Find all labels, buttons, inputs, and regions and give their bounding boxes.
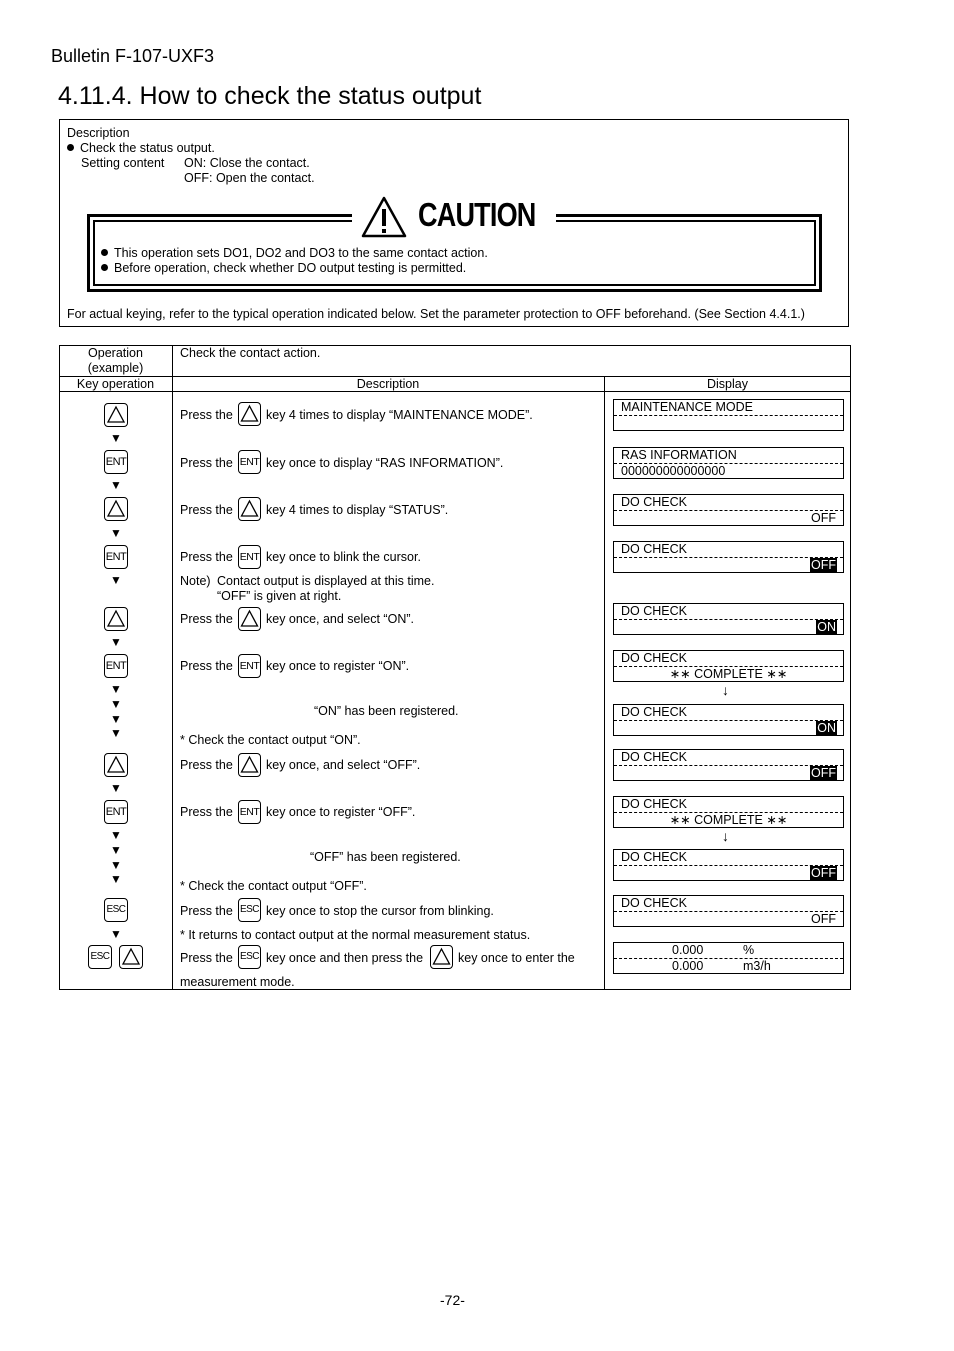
lcd-display xyxy=(613,541,844,573)
step-press-label: Press the xyxy=(180,503,233,517)
lcd-line-2: OFF xyxy=(811,511,836,525)
lcd-display xyxy=(613,650,844,682)
lcd-unit: m3/h xyxy=(743,959,771,973)
setting-on: ON: Close the contact. xyxy=(184,156,310,170)
step-text: key once to blink the cursor. xyxy=(266,550,421,564)
lcd-cursor-value: OFF xyxy=(811,866,836,880)
note-line-2: “OFF” is given at right. xyxy=(217,589,342,603)
triangle-up-icon xyxy=(120,946,142,968)
col-display: Display xyxy=(707,377,748,391)
caution-text: Before operation, check whether DO output testing is permitted. xyxy=(114,261,467,275)
lcd-line-1: DO CHECK xyxy=(621,705,687,719)
flow-arrow: ▼ xyxy=(110,828,122,842)
op-header-1: Operation xyxy=(88,346,143,360)
lcd-line-2: ∗∗ COMPLETE ∗∗ xyxy=(669,667,788,681)
step-press-label: Press the xyxy=(180,456,233,470)
inline-up-key xyxy=(238,497,261,521)
lcd-display xyxy=(613,895,844,927)
step-press-label: Press the xyxy=(180,758,233,772)
caution-text: This operation sets DO1, DO2 and DO3 to the same contact action. xyxy=(114,246,488,260)
lcd-line-1: DO CHECK xyxy=(621,542,687,556)
flow-arrow: ▼ xyxy=(110,478,122,492)
inline-up-key xyxy=(430,945,453,969)
note-label: Note) xyxy=(180,574,211,588)
section-title: 4.11.4. How to check the status output xyxy=(58,82,482,110)
caution-line-2 xyxy=(101,261,466,276)
lcd-cursor-value: ON xyxy=(817,620,836,634)
inline-up-key xyxy=(238,753,261,777)
triangle-up-icon xyxy=(105,404,127,426)
caution-line-1 xyxy=(101,246,488,261)
col-key-operation: Key operation xyxy=(76,377,155,391)
step-text: key once and then press the xyxy=(266,951,424,965)
lcd-display xyxy=(613,494,844,526)
caution-word: CAUTION xyxy=(418,196,536,233)
step-text: key once to display “RAS INFORMATION”. xyxy=(266,456,504,470)
lcd-value: 0.000 xyxy=(672,943,704,957)
step-press-label: Press the xyxy=(180,805,233,819)
step-press-label: Press the xyxy=(180,904,233,918)
arrow-down-icon: ↓ xyxy=(722,828,729,844)
lcd-line-2: OFF xyxy=(811,912,836,926)
on-registered: “ON” has been registered. xyxy=(314,704,459,718)
lcd-unit: % xyxy=(743,943,755,957)
lcd-line-1: DO CHECK xyxy=(621,850,687,864)
lcd-line-1: DO CHECK xyxy=(621,896,687,910)
bullet-icon xyxy=(101,264,108,271)
triangle-up-icon xyxy=(239,498,260,520)
flow-arrow: ▼ xyxy=(110,682,122,696)
off-registered: “OFF” has been registered. xyxy=(310,850,461,864)
flow-arrow: ▼ xyxy=(110,635,122,649)
triangle-up-icon xyxy=(239,403,260,425)
description-label: Description xyxy=(67,126,130,140)
lcd-display xyxy=(613,399,844,431)
step-text: key once to enter the xyxy=(458,951,575,965)
ent-key[interactable]: ENT xyxy=(104,654,128,678)
lcd-display xyxy=(613,749,844,781)
up-key[interactable] xyxy=(119,945,143,969)
lcd-line-1: MAINTENANCE MODE xyxy=(621,400,753,414)
up-key[interactable] xyxy=(104,607,128,631)
check-off: * Check the contact output “OFF”. xyxy=(180,879,367,893)
step-press-label: Press the xyxy=(180,659,233,673)
lcd-value: 0.000 xyxy=(672,959,704,973)
inline-ent-key: ENT xyxy=(238,800,261,824)
lcd-display xyxy=(613,942,844,974)
check-on: * Check the contact output “ON”. xyxy=(180,733,361,747)
flow-arrow: ▼ xyxy=(110,573,122,587)
flow-arrow: ▼ xyxy=(110,927,122,941)
step-text: key once, and select “ON”. xyxy=(266,612,414,626)
inline-esc-key: ESC xyxy=(238,945,261,969)
step-text: key once, and select “OFF”. xyxy=(266,758,421,772)
step-press-label: Press the xyxy=(180,951,233,965)
inline-ent-key: ENT xyxy=(238,654,261,678)
lcd-line-2: 000000000000000 xyxy=(621,464,726,478)
flow-arrow: ▼ xyxy=(110,697,122,711)
lcd-line-1: DO CHECK xyxy=(621,604,687,618)
lcd-line-1: DO CHECK xyxy=(621,750,687,764)
esc-key[interactable]: ESC xyxy=(88,945,112,969)
flow-arrow: ▼ xyxy=(110,431,122,445)
up-key[interactable] xyxy=(104,753,128,777)
flow-arrow: ▼ xyxy=(110,858,122,872)
lcd-cursor-value: OFF xyxy=(811,766,836,780)
inline-up-key xyxy=(238,607,261,631)
inline-up-key xyxy=(238,402,261,426)
bullet-text: Check the status output. xyxy=(80,141,215,155)
ent-key[interactable]: ENT xyxy=(104,450,128,474)
ent-key[interactable]: ENT xyxy=(104,545,128,569)
triangle-up-icon xyxy=(105,754,127,776)
step-text: key 4 times to display “STATUS”. xyxy=(266,503,449,517)
lcd-line-1: DO CHECK xyxy=(621,797,687,811)
note-line-1: Contact output is displayed at this time. xyxy=(217,574,435,588)
arrow-down-icon: ↓ xyxy=(722,682,729,698)
triangle-up-icon xyxy=(239,608,260,630)
lcd-cursor-value: ON xyxy=(817,721,836,735)
triangle-up-icon xyxy=(239,754,260,776)
lcd-line-1: DO CHECK xyxy=(621,651,687,665)
lcd-line-1: RAS INFORMATION xyxy=(621,448,737,462)
step-text: key once to register “OFF”. xyxy=(266,805,416,819)
op-header-2: (example) xyxy=(87,361,144,375)
lcd-display xyxy=(613,603,844,635)
lcd-display xyxy=(613,796,844,828)
step-text: key once to register “ON”. xyxy=(266,659,410,673)
lcd-display xyxy=(613,849,844,881)
lcd-line-1: DO CHECK xyxy=(621,495,687,509)
returns-note: * It returns to contact output at the normal measurement status. xyxy=(180,928,531,942)
lcd-line-2: ∗∗ COMPLETE ∗∗ xyxy=(669,813,788,827)
ent-key[interactable]: ENT xyxy=(104,800,128,824)
flow-arrow: ▼ xyxy=(110,526,122,540)
page-number: -72- xyxy=(440,1292,465,1308)
esc-key[interactable]: ESC xyxy=(104,898,128,922)
op-purpose: Check the contact action. xyxy=(180,346,321,360)
inline-esc-key: ESC xyxy=(238,898,261,922)
inline-ent-key: ENT xyxy=(238,545,261,569)
flow-arrow: ▼ xyxy=(110,872,122,886)
warning-triangle-icon xyxy=(360,195,408,239)
up-key[interactable] xyxy=(104,497,128,521)
bulletin-id: Bulletin F-107-UXF3 xyxy=(51,46,215,66)
lcd-display xyxy=(613,447,844,479)
setting-off: OFF: Open the contact. xyxy=(184,171,315,185)
step-text: key 4 times to display “MAINTENANCE MODE”. xyxy=(266,408,533,422)
triangle-up-icon xyxy=(105,498,127,520)
step-press-label: Press the xyxy=(180,408,233,422)
step-press-label: Press the xyxy=(180,612,233,626)
flow-arrow: ▼ xyxy=(110,726,122,740)
up-key[interactable] xyxy=(104,403,128,427)
bullet-icon xyxy=(101,249,108,256)
bullet-icon xyxy=(67,144,74,151)
lcd-display xyxy=(613,704,844,736)
description-footer: For actual keying, refer to the typical operation indicated below. Set the parameter protection to OFF beforehand. (See Section 4.4.1.) xyxy=(67,307,805,321)
flow-arrow: ▼ xyxy=(110,712,122,726)
step-text: key once to stop the cursor from blinking. xyxy=(266,904,494,918)
description-bullet xyxy=(67,141,215,156)
setting-label: Setting content xyxy=(81,156,165,170)
lcd-cursor-value: OFF xyxy=(811,558,836,572)
triangle-up-icon xyxy=(431,946,452,968)
step-text: measurement mode. xyxy=(180,975,295,989)
flow-arrow: ▼ xyxy=(110,843,122,857)
step-press-label: Press the xyxy=(180,550,233,564)
triangle-up-icon xyxy=(105,608,127,630)
inline-ent-key: ENT xyxy=(238,450,261,474)
col-description: Description xyxy=(356,377,420,391)
flow-arrow: ▼ xyxy=(110,781,122,795)
